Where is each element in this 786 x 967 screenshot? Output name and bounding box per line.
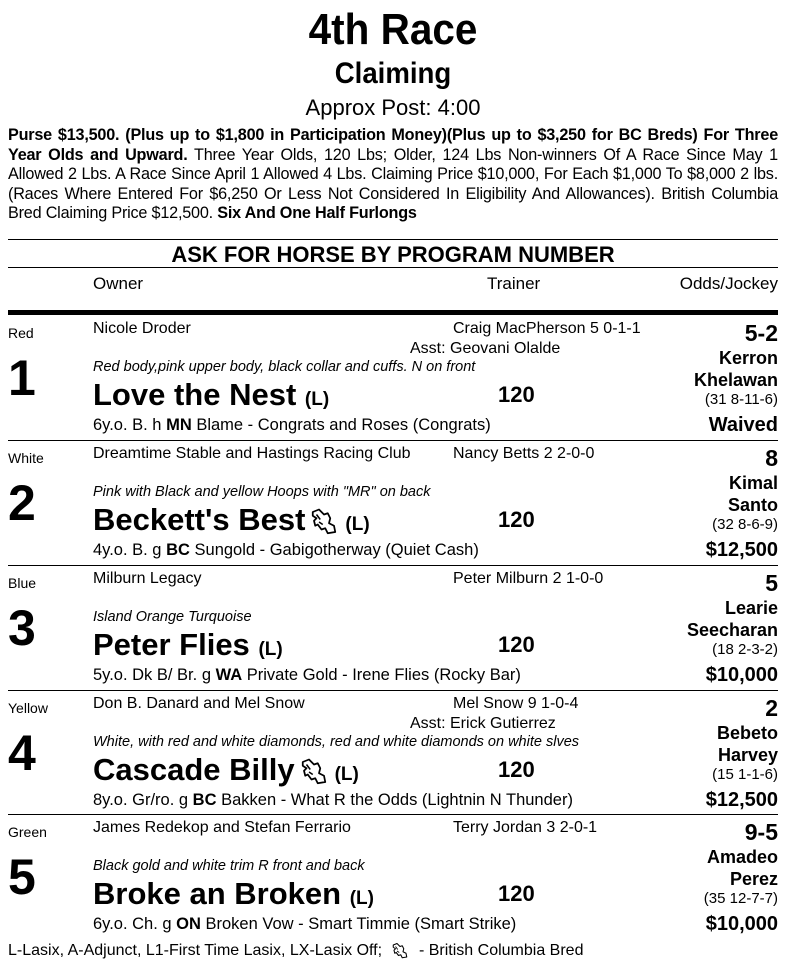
medication-legend: L-Lasix, A-Adjunct, L1-First Time Lasix, LX-Lasix Off;: [8, 942, 383, 960]
sire-dam: Blame - Congrats and Roses (Congrats): [191, 416, 491, 434]
state-bred: ON: [176, 915, 201, 933]
silks-description: Red body,pink upper body, black collar and cuffs. N on front: [93, 359, 476, 375]
horse-name-line: [93, 753, 359, 792]
row-divider: [8, 690, 778, 691]
sire-dam: Private Gold - Irene Flies (Rocky Bar): [242, 666, 521, 684]
sire-dam: Broken Vow - Smart Timmie (Smart Strike): [200, 915, 517, 933]
sire-dam: Sungold - Gabigotherway (Quiet Cash): [189, 541, 479, 559]
owner-name: Don B. Danard and Mel Snow: [93, 695, 305, 712]
medication: (L): [304, 389, 330, 410]
jockey-last-name: Seecharan: [686, 620, 778, 640]
post-time: Approx Post: 4:00: [305, 95, 481, 120]
row-divider: [8, 440, 778, 441]
program-number: 1: [8, 350, 36, 406]
state-bred: BC: [192, 791, 217, 809]
program-number: 2: [8, 475, 36, 531]
horse-name: Broke an Broken: [93, 876, 342, 911]
jockey-first-name: Kerron: [718, 348, 778, 368]
trainer-header: Trainer: [487, 274, 541, 293]
pedigree: [93, 541, 479, 560]
owner-name: Milburn Legacy: [93, 570, 202, 587]
claiming-price: Waived: [708, 414, 778, 436]
race-conditions: [8, 126, 778, 224]
jockey-last-name: Harvey: [717, 745, 778, 765]
jockey-last-name: Perez: [729, 869, 778, 889]
jockey-first-name: Kimal: [728, 473, 778, 493]
conditions-distance: Six And One Half Furlongs: [217, 204, 417, 222]
horse-name-line: [93, 503, 370, 542]
pedigree: [93, 416, 491, 435]
trainer-name: Nancy Betts 2 2-0-0: [453, 445, 595, 462]
horse-name-line: [93, 378, 329, 417]
trainer-name: Terry Jordan 3 2-0-1: [453, 819, 598, 836]
program-number: 5: [8, 849, 36, 905]
jockey-stats: (32 8-6-9): [712, 516, 778, 533]
assistant-trainer: Asst: Geovani Olalde: [410, 340, 561, 357]
saddle-color: White: [8, 450, 44, 466]
jockey-first-name: Bebeto: [716, 723, 778, 743]
medication: (L): [349, 888, 374, 909]
saddle-color: Blue: [8, 575, 37, 591]
conditions-text: Three Year Olds, 120 Lbs; Older, 124 Lbs Non-winners Of A Race Since May 1 Allowed 2 Lbs. A Race Since April 1 Allowed 4 Lbs. Claiming Price $10,000, For Each $1,000 To $8,000 2 lbs. (Races Where Entered For $6,250 Or Less Not Considered In Eligibility And Allowances). British Columbia Bred Claiming Price $12,500.: [8, 145, 778, 222]
age-sex: 6y.o. Ch. g: [93, 915, 177, 933]
morning-line-odds: 8: [765, 445, 778, 471]
age-sex: 4y.o. B. g: [93, 541, 167, 559]
divider: [8, 239, 778, 240]
jockey-stats: (15 1-1-6): [712, 766, 778, 783]
weight: 120: [498, 382, 535, 407]
medication: (L): [345, 514, 370, 535]
weight: 120: [498, 881, 535, 906]
age-sex: 6y.o. B. h: [93, 416, 167, 434]
horse-name: Beckett's Best: [93, 502, 306, 537]
bc-bred-icon: [387, 942, 415, 959]
horse-name: Cascade Billy: [93, 752, 295, 787]
saddle-color: Yellow: [8, 700, 48, 716]
race-title: 4th Race: [308, 5, 478, 54]
medication: (L): [258, 639, 283, 660]
conditions-purse: Purse $13,500. (Plus up to $1,800 in Participation Money)(Plus up to $3,250 for BC Breds) For Three Year Olds and Upward.: [8, 126, 778, 164]
owner-name: James Redekop and Stefan Ferrario: [93, 819, 351, 836]
bc-bred-legend: - British Columbia Bred: [414, 942, 584, 960]
jockey-last-name: Khelawan: [693, 370, 778, 390]
jockey-stats: (35 12-7-7): [703, 890, 778, 907]
trainer-name: Peter Milburn 2 1-0-0: [453, 570, 604, 587]
entry-row-3: [0, 565, 786, 689]
state-bred: MN: [166, 416, 192, 434]
jockey-stats: (31 8-11-6): [704, 391, 778, 408]
silks-description: White, with red and white diamonds, red and white diamonds on white slves: [93, 734, 580, 750]
pedigree: [93, 915, 516, 934]
sire-dam: Bakken - What R the Odds (Lightnin N Thunder): [216, 791, 573, 809]
program-number: 4: [8, 725, 36, 781]
claiming-price: $12,500: [705, 789, 778, 811]
state-bred: BC: [166, 541, 190, 559]
morning-line-odds: 5: [765, 570, 778, 596]
weight: 120: [498, 757, 535, 782]
entry-row-1: [0, 315, 786, 439]
divider: [8, 267, 778, 268]
age-sex: 5y.o. Dk B/ Br. g: [93, 666, 216, 684]
state-bred: WA: [215, 666, 243, 684]
owner-header: Owner: [93, 274, 144, 293]
age-sex: 8y.o. Gr/ro. g: [93, 791, 193, 809]
morning-line-odds: 2: [765, 695, 778, 721]
owner-name: Nicole Droder: [93, 320, 191, 337]
entry-row-5: [0, 814, 786, 938]
medication: (L): [334, 764, 359, 785]
morning-line-odds: 5-2: [744, 320, 778, 346]
bc-bred-icon: [295, 752, 335, 787]
ask-banner: ASK FOR HORSE BY PROGRAM NUMBER: [171, 242, 615, 267]
jockey-first-name: Amadeo: [706, 847, 778, 867]
entry-row-4: [0, 690, 786, 814]
pedigree: [93, 791, 573, 810]
silks-description: Island Orange Turquoise: [93, 609, 252, 625]
silks-description: Pink with Black and yellow Hoops with "MR" on back: [93, 484, 431, 500]
weight: 120: [498, 632, 535, 657]
owner-name: Dreamtime Stable and Hastings Racing Club: [93, 445, 411, 462]
assistant-trainer: Asst: Erick Gutierrez: [410, 715, 556, 732]
trainer-name: Craig MacPherson 5 0-1-1: [453, 320, 641, 337]
odds-jockey-header: Odds/Jockey: [679, 274, 778, 293]
row-divider: [8, 565, 778, 566]
claiming-price: $12,500: [705, 539, 778, 561]
jockey-last-name: Santo: [727, 495, 778, 515]
weight: 120: [498, 507, 535, 532]
claiming-price: $10,000: [705, 664, 778, 686]
horse-name-line: [93, 628, 283, 667]
pedigree: [93, 666, 521, 685]
jockey-stats: (18 2-3-2): [712, 641, 778, 658]
silks-description: Black gold and white trim R front and back: [93, 858, 365, 874]
program-number: 3: [8, 600, 36, 656]
race-type: Claiming: [334, 57, 452, 90]
footer-legend: [8, 942, 583, 960]
horse-name: Love the Nest: [93, 377, 297, 412]
row-divider: [8, 814, 778, 815]
trainer-name: Mel Snow 9 1-0-4: [453, 695, 579, 712]
horse-name: Peter Flies: [93, 627, 250, 662]
claiming-price: $10,000: [705, 913, 778, 935]
saddle-color: Red: [8, 325, 34, 341]
bc-bred-icon: [305, 502, 345, 537]
jockey-first-name: Learie: [724, 598, 778, 618]
saddle-color: Green: [8, 824, 47, 840]
entry-row-2: [0, 440, 786, 564]
horse-name-line: [93, 877, 374, 916]
morning-line-odds: 9-5: [744, 819, 778, 845]
